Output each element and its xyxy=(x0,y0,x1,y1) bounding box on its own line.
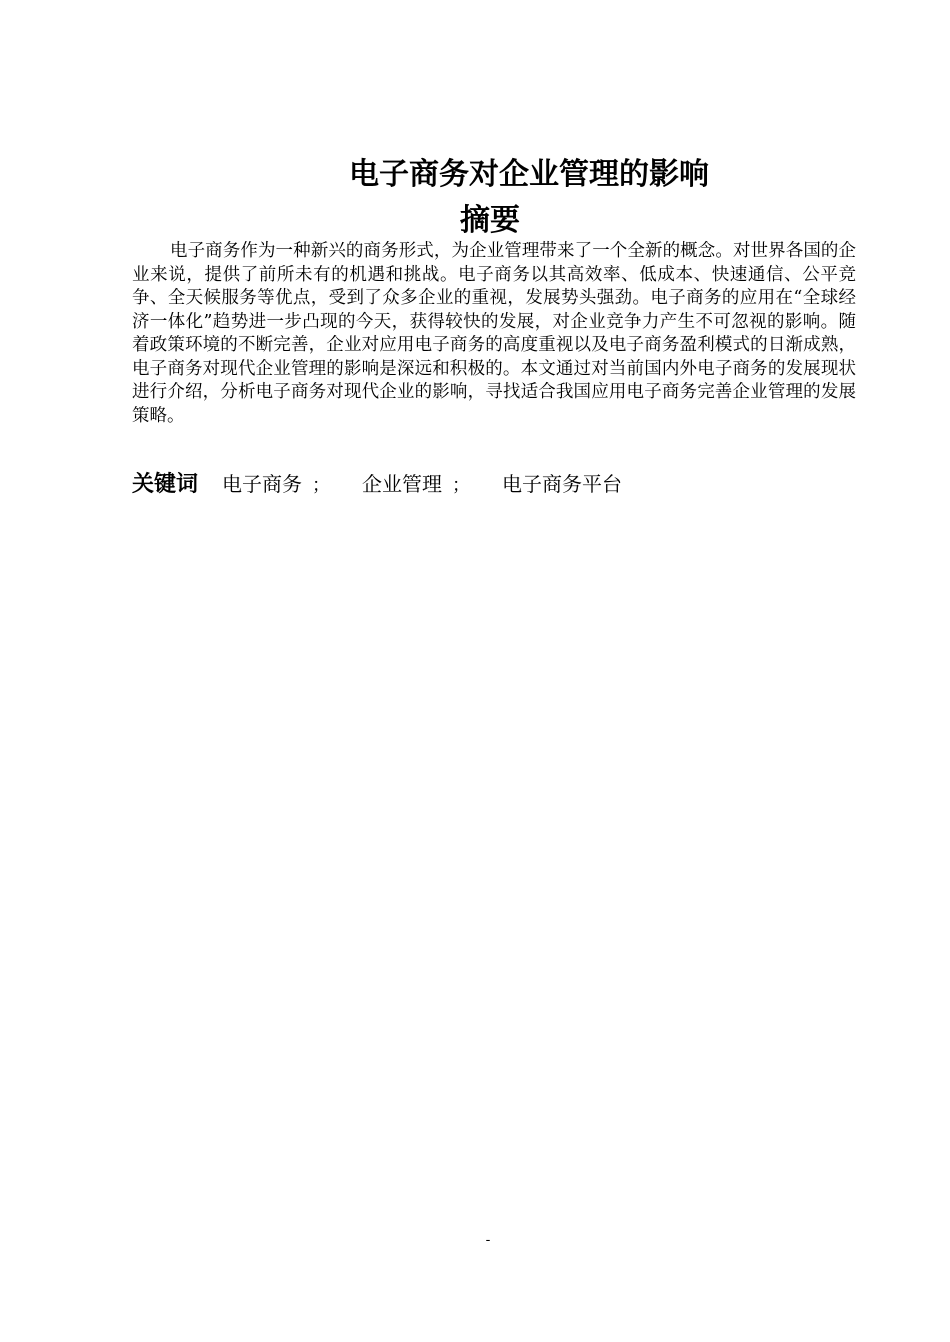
keywords-label: 关键词 xyxy=(132,472,199,497)
keywords-line xyxy=(132,470,622,500)
keyword-separator: ； xyxy=(452,475,471,496)
keyword-separator: ； xyxy=(312,475,331,496)
document-title: 电子商务对企业管理的影响 xyxy=(349,157,709,192)
abstract-heading: 摘要 xyxy=(460,203,520,238)
keyword-item: 企业管理 xyxy=(362,472,443,496)
keyword-item: 电子商务平台 xyxy=(502,472,623,496)
page-number: - xyxy=(485,1232,491,1248)
abstract-body: 电子商务作为一种新兴的商务形式，为企业管理带来了一个全新的概念。对世界各国的企业来说，提供了前所未有的机遇和挑战。电子商务以其高效率、低成本、快速通信、公平竞争、全天候服务等优点，受到了众多企业的重视，发展势头强劲。电子商务的应用在“全球经济一体化”趋势进一步凸现的今天，获得较快的发展，对企业竞争力产生不可忽视的影响。随着政策环境的不断完善，企业对应用电子商务的高度重视以及电子商务盈利模式的日渐成熟，电子商务对现代企业管理的影响是深远和积极的。本文通过对当前国内外电子商务的发展现状进行介绍，分析电子商务对现代企业的影响，寻找适合我国应用电子商务完善企业管理的发展策略。 xyxy=(132,241,856,426)
keyword-item: 电子商务 xyxy=(222,472,303,496)
